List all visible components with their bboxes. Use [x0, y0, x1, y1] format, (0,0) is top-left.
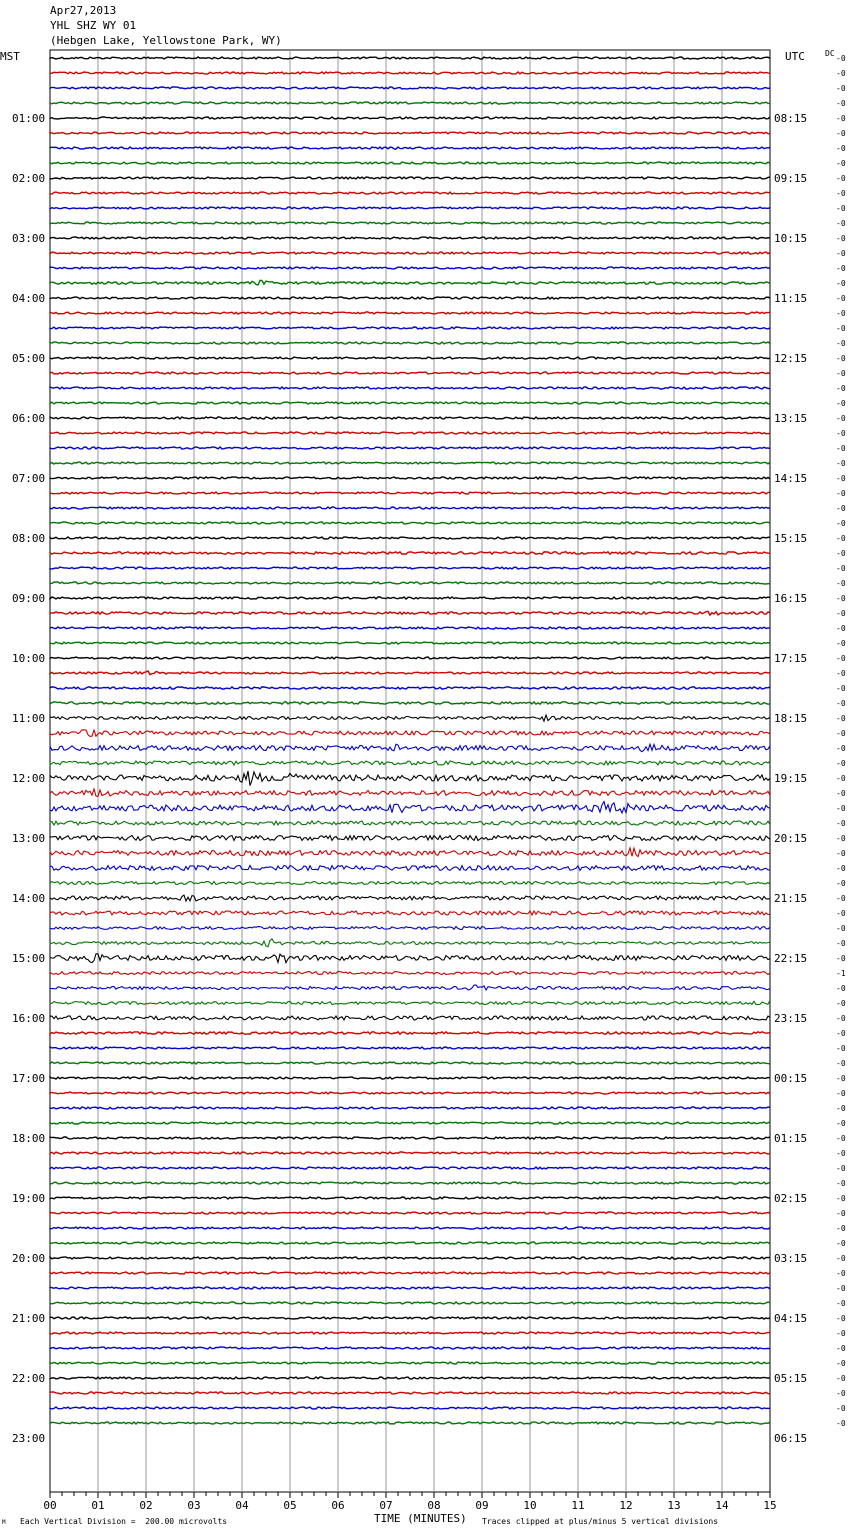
- trace-line: [50, 911, 770, 915]
- trace-line: [50, 252, 770, 254]
- mst-hour-label: 20:00: [12, 1252, 46, 1265]
- utc-hour-label: 00:15: [774, 1072, 808, 1085]
- x-tick-label: 03: [187, 1499, 201, 1512]
- x-tick-label: 10: [523, 1499, 537, 1512]
- mst-hour-label: 21:00: [12, 1312, 46, 1325]
- dc-offset-label: -0: [836, 219, 846, 228]
- dc-offset-label: -0: [836, 99, 846, 108]
- dc-offset-label: -0: [836, 339, 846, 348]
- dc-offset-label: -0: [836, 519, 846, 528]
- trace-line: [50, 492, 770, 494]
- dc-offset-label: -0: [836, 264, 846, 273]
- dc-offset-label: -0: [836, 444, 846, 453]
- dc-offset-label: -0: [836, 804, 846, 813]
- trace-line: [50, 1197, 770, 1199]
- utc-hour-label: 18:15: [774, 712, 808, 725]
- trace-line: [50, 1032, 770, 1034]
- trace-line: [50, 357, 770, 359]
- trace-line: [50, 627, 770, 629]
- dc-offset-label: -0: [836, 729, 846, 738]
- mst-hour-label: 16:00: [12, 1012, 46, 1025]
- dc-offset-label: -0: [836, 534, 846, 543]
- trace-line: [50, 1422, 770, 1424]
- dc-offset-label: -0: [836, 624, 846, 633]
- trace-line: [50, 1407, 770, 1409]
- mst-hour-label: 04:00: [12, 292, 46, 305]
- dc-offset-label: -0: [836, 609, 846, 618]
- trace-line: [50, 1287, 770, 1289]
- utc-hour-label: 08:15: [774, 112, 808, 125]
- trace-line: [50, 280, 770, 285]
- dc-offset-label: -0: [836, 84, 846, 93]
- trace-line: [50, 1377, 770, 1379]
- trace-line: [50, 1122, 770, 1124]
- dc-offset-label: -0: [836, 1134, 846, 1143]
- mst-hour-label: 08:00: [12, 532, 46, 545]
- trace-line: [50, 642, 770, 644]
- dc-offset-label: -0: [836, 234, 846, 243]
- scale-note: Each Vertical Division = 200.00 microvolts: [20, 1517, 228, 1526]
- trace-line: [50, 821, 770, 825]
- dc-offset-label: -0: [836, 1179, 846, 1188]
- mst-hour-label: 22:00: [12, 1372, 46, 1385]
- dc-offset-label: -0: [836, 654, 846, 663]
- dc-offset-label: -0: [836, 759, 846, 768]
- trace-line: [50, 342, 770, 344]
- dc-offset-label: -0: [836, 1014, 846, 1023]
- utc-hour-label: 16:15: [774, 592, 808, 605]
- x-tick-label: 01: [91, 1499, 105, 1512]
- corner-mark: M: [2, 1519, 6, 1526]
- dc-offset-label: -0: [836, 1404, 846, 1413]
- dc-offset-label: -0: [836, 1149, 846, 1158]
- utc-hour-label: 13:15: [774, 412, 808, 425]
- trace-line: [50, 939, 770, 947]
- trace-line: [50, 1347, 770, 1349]
- trace-line: [50, 1152, 770, 1154]
- dc-offset-label: -0: [836, 1419, 846, 1428]
- trace-line: [50, 985, 770, 990]
- x-tick-label: 13: [667, 1499, 681, 1512]
- trace-line: [50, 657, 770, 659]
- dc-offset-label: -0: [836, 1344, 846, 1353]
- trace-line: [50, 132, 770, 134]
- trace-line: [50, 1137, 770, 1139]
- mst-hour-label: 11:00: [12, 712, 46, 725]
- dc-offset-label: -0: [836, 1329, 846, 1338]
- utc-hour-label: 22:15: [774, 952, 808, 965]
- x-tick-label: 08: [427, 1499, 441, 1512]
- utc-hour-label: 20:15: [774, 832, 808, 845]
- trace-line: [50, 1000, 770, 1004]
- mst-hour-label: 09:00: [12, 592, 46, 605]
- trace-line: [50, 597, 770, 599]
- trace-line: [50, 102, 770, 104]
- trace-line: [50, 507, 770, 509]
- utc-hour-label: 01:15: [774, 1132, 808, 1145]
- dc-label: DC: [825, 49, 835, 58]
- dc-offset-label: -0: [836, 189, 846, 198]
- x-tick-label: 04: [235, 1499, 249, 1512]
- dc-offset-label: -0: [836, 954, 846, 963]
- trace-line: [50, 771, 770, 786]
- trace-line: [50, 402, 770, 404]
- x-tick-label: 12: [619, 1499, 633, 1512]
- x-tick-label: 05: [283, 1499, 297, 1512]
- dc-offset-label: -0: [836, 1164, 846, 1173]
- trace-line: [50, 848, 770, 857]
- dc-offset-label: -1: [836, 969, 846, 978]
- utc-hour-label: 19:15: [774, 772, 808, 785]
- trace-line: [50, 222, 770, 224]
- dc-offset-label: -0: [836, 594, 846, 603]
- trace-line: [50, 1182, 770, 1184]
- trace-line: [50, 327, 770, 329]
- mst-hour-label: 12:00: [12, 772, 46, 785]
- trace-line: [50, 72, 770, 74]
- trace-line: [50, 207, 770, 209]
- trace-line: [50, 552, 770, 554]
- trace-line: [50, 730, 770, 737]
- dc-offset-label: -0: [836, 789, 846, 798]
- dc-offset-label: -0: [836, 114, 846, 123]
- mst-hour-label: 02:00: [12, 172, 46, 185]
- dc-offset-label: -0: [836, 354, 846, 363]
- dc-offset-label: -0: [836, 1299, 846, 1308]
- dc-offset-label: -0: [836, 324, 846, 333]
- dc-offset-label: -0: [836, 1074, 846, 1083]
- mst-hour-label: 23:00: [12, 1432, 46, 1445]
- dc-offset-label: -0: [836, 1104, 846, 1113]
- utc-hour-label: 23:15: [774, 1012, 808, 1025]
- dc-offset-label: -0: [836, 399, 846, 408]
- dc-offset-label: -0: [836, 1089, 846, 1098]
- dc-offset-label: -0: [836, 909, 846, 918]
- trace-line: [50, 789, 770, 796]
- mst-hour-label: 06:00: [12, 412, 46, 425]
- utc-hour-label: 14:15: [774, 472, 808, 485]
- trace-line: [50, 611, 770, 615]
- trace-line: [50, 1167, 770, 1169]
- dc-offset-label: -0: [836, 69, 846, 78]
- trace-line: [50, 567, 770, 569]
- trace-line: [50, 1257, 770, 1259]
- trace-line: [50, 177, 770, 179]
- dc-offset-label: -0: [836, 564, 846, 573]
- mst-hour-label: 13:00: [12, 832, 46, 845]
- dc-offset-label: -0: [836, 879, 846, 888]
- trace-line: [50, 866, 770, 871]
- dc-offset-label: -0: [836, 174, 846, 183]
- trace-line: [50, 147, 770, 149]
- x-tick-label: 11: [571, 1499, 585, 1512]
- dc-offset-label: -0: [836, 204, 846, 213]
- trace-line: [50, 836, 770, 841]
- trace-line: [50, 1317, 770, 1319]
- chart-location: (Hebgen Lake, Yellowstone Park, WY): [50, 34, 282, 47]
- clip-note: Traces clipped at plus/minus 5 vertical divisions: [482, 1517, 719, 1526]
- mst-hour-label: 03:00: [12, 232, 46, 245]
- dc-offset-label: -0: [836, 1389, 846, 1398]
- dc-offset-label: -0: [836, 819, 846, 828]
- trace-line: [50, 744, 770, 752]
- trace-line: [50, 1016, 770, 1020]
- dc-offset-label: -0: [836, 714, 846, 723]
- dc-offset-label: -0: [836, 384, 846, 393]
- trace-line: [50, 954, 770, 963]
- dc-offset-label: -0: [836, 474, 846, 483]
- trace-line: [50, 927, 770, 930]
- trace-line: [50, 715, 770, 721]
- trace-line: [50, 972, 770, 975]
- dc-offset-label: -0: [836, 369, 846, 378]
- dc-offset-label: -0: [836, 294, 846, 303]
- utc-hour-label: 12:15: [774, 352, 808, 365]
- dc-offset-label: -0: [836, 1314, 846, 1323]
- x-axis-title: TIME (MINUTES): [374, 1512, 467, 1525]
- dc-offset-label: -0: [836, 639, 846, 648]
- utc-hour-label: 09:15: [774, 172, 808, 185]
- dc-offset-label: -0: [836, 429, 846, 438]
- dc-offset-label: -0: [836, 1269, 846, 1278]
- utc-hour-label: 15:15: [774, 532, 808, 545]
- dc-offset-label: -0: [836, 924, 846, 933]
- trace-line: [50, 702, 770, 704]
- dc-offset-label: -0: [836, 999, 846, 1008]
- mst-hour-label: 15:00: [12, 952, 46, 965]
- trace-line: [50, 267, 770, 269]
- chart-station: YHL SHZ WY 01: [50, 19, 137, 32]
- dc-offset-label: -0: [836, 1254, 846, 1263]
- x-tick-label: 06: [331, 1499, 345, 1512]
- utc-hour-label: 17:15: [774, 652, 808, 665]
- dc-offset-label: -0: [836, 309, 846, 318]
- trace-line: [50, 1302, 770, 1304]
- dc-offset-label: -0: [836, 774, 846, 783]
- trace-line: [50, 1062, 770, 1064]
- mst-hour-label: 14:00: [12, 892, 46, 905]
- trace-line: [50, 447, 770, 449]
- mst-hour-label: 01:00: [12, 112, 46, 125]
- dc-offset-label: -0: [836, 1044, 846, 1053]
- dc-offset-label: -0: [836, 894, 846, 903]
- trace-line: [50, 1392, 770, 1394]
- dc-offset-label: -0: [836, 669, 846, 678]
- dc-offset-label: -0: [836, 1029, 846, 1038]
- mst-hour-label: 18:00: [12, 1132, 46, 1145]
- dc-offset-label: -0: [836, 1224, 846, 1233]
- dc-offset-label: -0: [836, 984, 846, 993]
- dc-offset-label: -0: [836, 249, 846, 258]
- mst-hour-label: 05:00: [12, 352, 46, 365]
- utc-hour-label: 06:15: [774, 1432, 808, 1445]
- utc-hour-label: 02:15: [774, 1192, 808, 1205]
- dc-offset-label: -0: [836, 159, 846, 168]
- trace-line: [50, 761, 770, 765]
- dc-offset-label: -0: [836, 1059, 846, 1068]
- dc-offset-label: -0: [836, 1359, 846, 1368]
- x-tick-label: 02: [139, 1499, 153, 1512]
- dc-offset-label: -0: [836, 834, 846, 843]
- trace-line: [50, 417, 770, 419]
- trace-line: [50, 297, 770, 299]
- utc-hour-label: 03:15: [774, 1252, 808, 1265]
- dc-offset-label: -0: [836, 1194, 846, 1203]
- trace-line: [50, 372, 770, 374]
- dc-offset-label: -0: [836, 579, 846, 588]
- dc-offset-label: -0: [836, 144, 846, 153]
- chart-date: Apr27,2013: [50, 4, 117, 17]
- trace-line: [50, 462, 770, 464]
- trace-line: [50, 1212, 770, 1214]
- dc-offset-label: -0: [836, 849, 846, 858]
- trace-line: [50, 57, 770, 59]
- trace-line: [50, 1362, 770, 1364]
- trace-line: [50, 537, 770, 539]
- mst-hour-label: 17:00: [12, 1072, 46, 1085]
- trace-line: [50, 192, 770, 194]
- mst-axis-label: MST: [0, 50, 20, 63]
- mst-hour-label: 07:00: [12, 472, 46, 485]
- trace-line: [50, 802, 770, 813]
- dc-offset-label: -0: [836, 1119, 846, 1128]
- trace-line: [50, 1242, 770, 1244]
- trace-line: [50, 1107, 770, 1109]
- x-tick-label: 09: [475, 1499, 489, 1512]
- trace-line: [50, 671, 770, 675]
- dc-offset-label: -0: [836, 279, 846, 288]
- x-tick-label: 07: [379, 1499, 393, 1512]
- dc-offset-label: -0: [836, 1239, 846, 1248]
- dc-offset-label: -0: [836, 459, 846, 468]
- utc-hour-label: 05:15: [774, 1372, 808, 1385]
- trace-line: [50, 895, 770, 901]
- trace-line: [50, 1227, 770, 1229]
- dc-offset-label: -0: [836, 54, 846, 63]
- dc-offset-label: -0: [836, 939, 846, 948]
- trace-line: [50, 522, 770, 524]
- trace-line: [50, 162, 770, 164]
- dc-offset-label: -0: [836, 489, 846, 498]
- dc-offset-label: -0: [836, 414, 846, 423]
- trace-line: [50, 237, 770, 239]
- utc-hour-label: 11:15: [774, 292, 808, 305]
- dc-offset-label: -0: [836, 1284, 846, 1293]
- utc-axis-label: UTC: [785, 50, 805, 63]
- mst-hour-label: 10:00: [12, 652, 46, 665]
- trace-line: [50, 1047, 770, 1049]
- dc-offset-label: -0: [836, 684, 846, 693]
- dc-offset-label: -0: [836, 1374, 846, 1383]
- mst-hour-label: 19:00: [12, 1192, 46, 1205]
- plot-frame: [50, 50, 770, 1492]
- utc-hour-label: 04:15: [774, 1312, 808, 1325]
- dc-offset-label: -0: [836, 744, 846, 753]
- x-tick-label: 15: [763, 1499, 777, 1512]
- dc-offset-label: -0: [836, 504, 846, 513]
- trace-line: [50, 1077, 770, 1079]
- trace-line: [50, 312, 770, 314]
- x-tick-label: 00: [43, 1499, 57, 1512]
- trace-line: [50, 87, 770, 89]
- dc-offset-label: -0: [836, 549, 846, 558]
- utc-hour-label: 10:15: [774, 232, 808, 245]
- utc-hour-label: 21:15: [774, 892, 808, 905]
- x-tick-label: 14: [715, 1499, 729, 1512]
- trace-line: [50, 1332, 770, 1334]
- trace-line: [50, 582, 770, 584]
- trace-line: [50, 387, 770, 389]
- trace-line: [50, 882, 770, 885]
- dc-offset-label: -0: [836, 129, 846, 138]
- trace-line: [50, 687, 770, 689]
- dc-offset-label: -0: [836, 864, 846, 873]
- trace-line: [50, 477, 770, 479]
- dc-offset-label: -0: [836, 699, 846, 708]
- trace-line: [50, 117, 770, 119]
- dc-offset-label: -0: [836, 1209, 846, 1218]
- trace-line: [50, 1272, 770, 1274]
- trace-line: [50, 1092, 770, 1094]
- trace-line: [50, 432, 770, 434]
